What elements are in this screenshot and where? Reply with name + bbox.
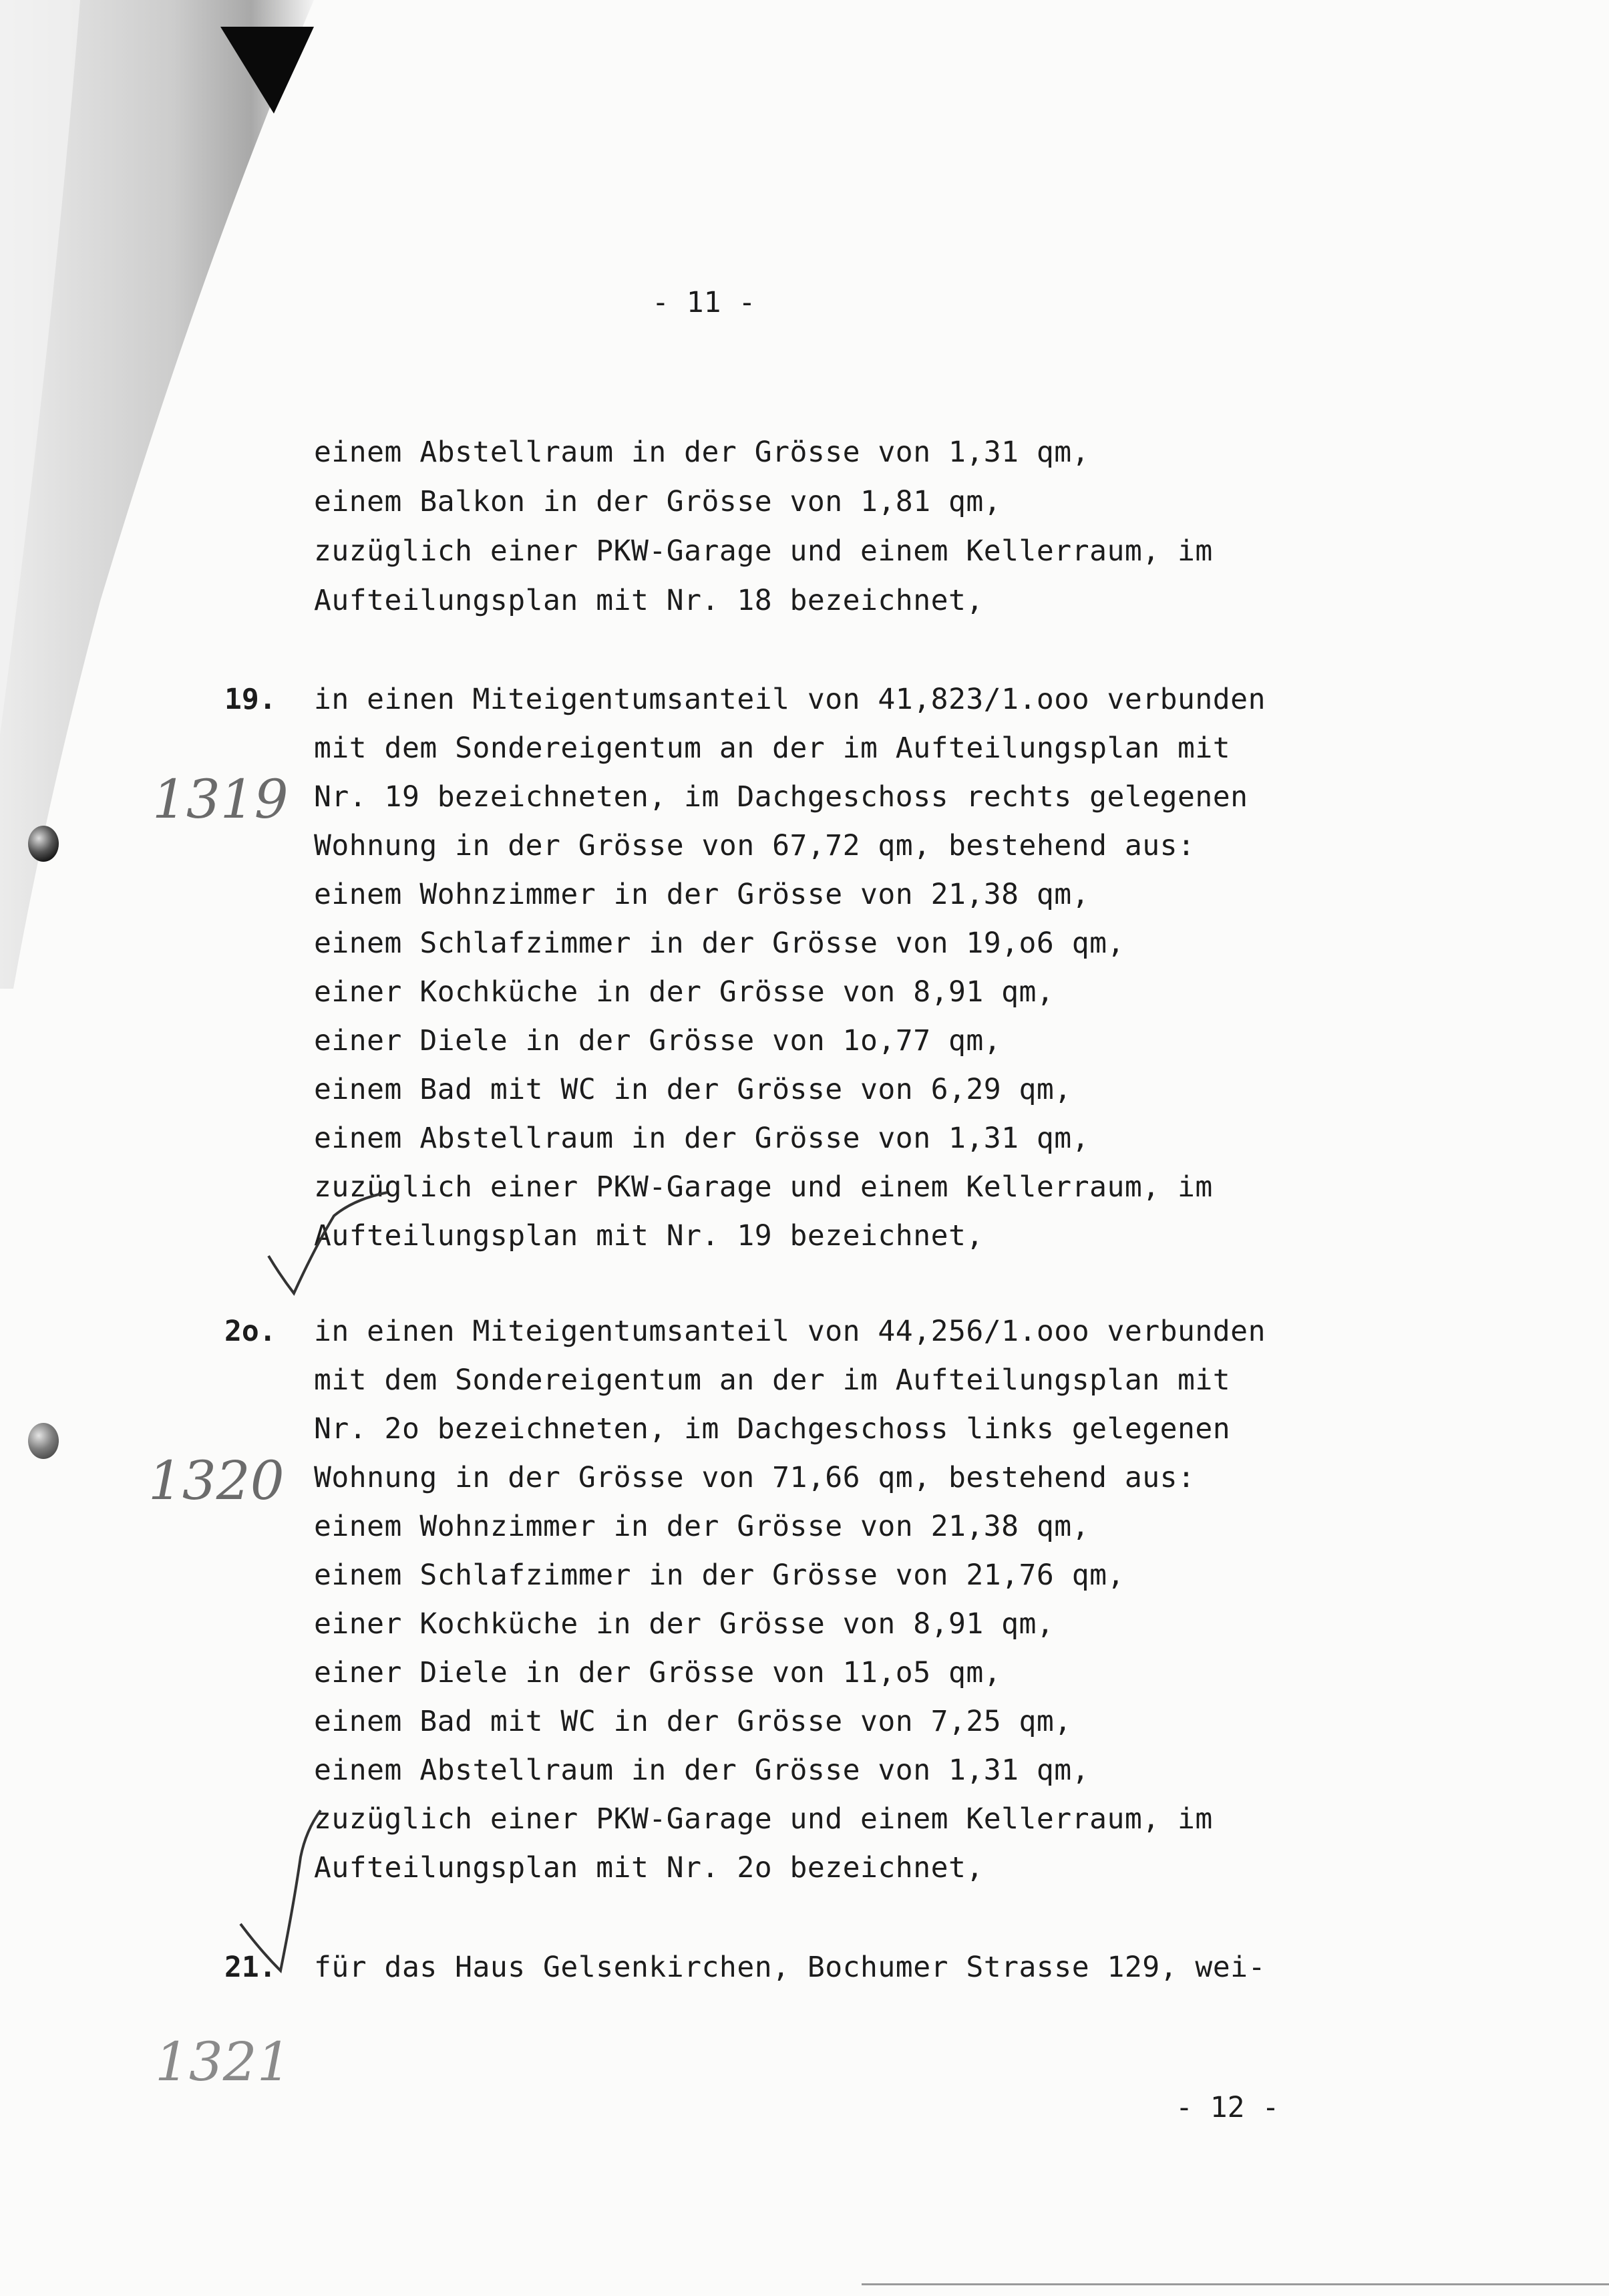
text-line: mit dem Sondereigentum an der im Aufteilungsplan mit bbox=[314, 731, 1231, 765]
text-line: Wohnung in der Grösse von 67,72 qm, bestehend aus: bbox=[314, 829, 1196, 862]
item-number: 19. bbox=[224, 683, 277, 716]
text-line: zuzüglich einer PKW-Garage und einem Kellerraum, im bbox=[314, 534, 1213, 568]
text-line: Nr. 19 bezeichneten, im Dachgeschoss rechts gelegenen bbox=[314, 780, 1248, 814]
text-line: Nr. 2o bezeichneten, im Dachgeschoss links gelegenen bbox=[314, 1412, 1231, 1446]
page-number-footer: - 12 - bbox=[1176, 2091, 1280, 2124]
text-line: einem Balkon in der Grösse von 1,81 qm, bbox=[314, 485, 1002, 518]
text-line: zuzüglich einer PKW-Garage und einem Kellerraum, im bbox=[314, 1170, 1213, 1204]
text-line: Aufteilungsplan mit Nr. 18 bezeichnet, bbox=[314, 584, 984, 617]
text-line: in einen Miteigentumsanteil von 44,256/1.ooo verbunden bbox=[314, 1315, 1266, 1348]
text-line: mit dem Sondereigentum an der im Aufteilungsplan mit bbox=[314, 1363, 1231, 1397]
bottom-edge-line bbox=[862, 2283, 1609, 2285]
text-line: einem Wohnzimmer in der Grösse von 21,38 qm, bbox=[314, 1510, 1090, 1543]
text-line: einer Kochküche in der Grösse von 8,91 qm, bbox=[314, 975, 1055, 1009]
text-line: einem Abstellraum in der Grösse von 1,31 qm, bbox=[314, 436, 1090, 469]
text-line: für das Haus Gelsenkirchen, Bochumer Strasse 129, wei- bbox=[314, 1951, 1266, 1984]
text-line: zuzüglich einer PKW-Garage und einem Kellerraum, im bbox=[314, 1802, 1213, 1836]
text-line: Aufteilungsplan mit Nr. 2o bezeichnet, bbox=[314, 1851, 984, 1884]
punch-hole bbox=[28, 826, 59, 862]
text-line: einem Bad mit WC in der Grösse von 6,29 qm, bbox=[314, 1073, 1072, 1106]
item-number: 21. bbox=[224, 1951, 277, 1984]
text-line: einer Kochküche in der Grösse von 8,91 qm, bbox=[314, 1607, 1055, 1641]
text-line: einem Schlafzimmer in der Grösse von 19,o6 qm, bbox=[314, 927, 1125, 960]
check-mark bbox=[220, 1804, 421, 2004]
handwritten-note: 1319 bbox=[152, 768, 289, 830]
text-line: einer Diele in der Grösse von 1o,77 qm, bbox=[314, 1024, 1002, 1057]
text-line: einem Abstellraum in der Grösse von 1,31 qm, bbox=[314, 1754, 1090, 1787]
text-line: Aufteilungsplan mit Nr. 19 bezeichnet, bbox=[314, 1219, 984, 1253]
text-line: einem Abstellraum in der Grösse von 1,31 qm, bbox=[314, 1122, 1090, 1155]
item-number: 2o. bbox=[224, 1315, 277, 1348]
handwritten-note: 1321 bbox=[155, 2031, 291, 2093]
page-number-header: - 11 - bbox=[652, 286, 756, 319]
check-mark bbox=[254, 1176, 454, 1376]
punch-hole bbox=[28, 1423, 59, 1459]
text-line: einem Wohnzimmer in der Grösse von 21,38 qm, bbox=[314, 878, 1090, 911]
text-line: einer Diele in der Grösse von 11,o5 qm, bbox=[314, 1656, 1002, 1689]
text-line: einem Schlafzimmer in der Grösse von 21,76 qm, bbox=[314, 1559, 1125, 1592]
handwritten-note: 1320 bbox=[148, 1450, 285, 1512]
text-line: einem Bad mit WC in der Grösse von 7,25 qm, bbox=[314, 1705, 1072, 1738]
text-line: Wohnung in der Grösse von 71,66 qm, bestehend aus: bbox=[314, 1461, 1196, 1494]
text-line: in einen Miteigentumsanteil von 41,823/1.ooo verbunden bbox=[314, 683, 1266, 716]
